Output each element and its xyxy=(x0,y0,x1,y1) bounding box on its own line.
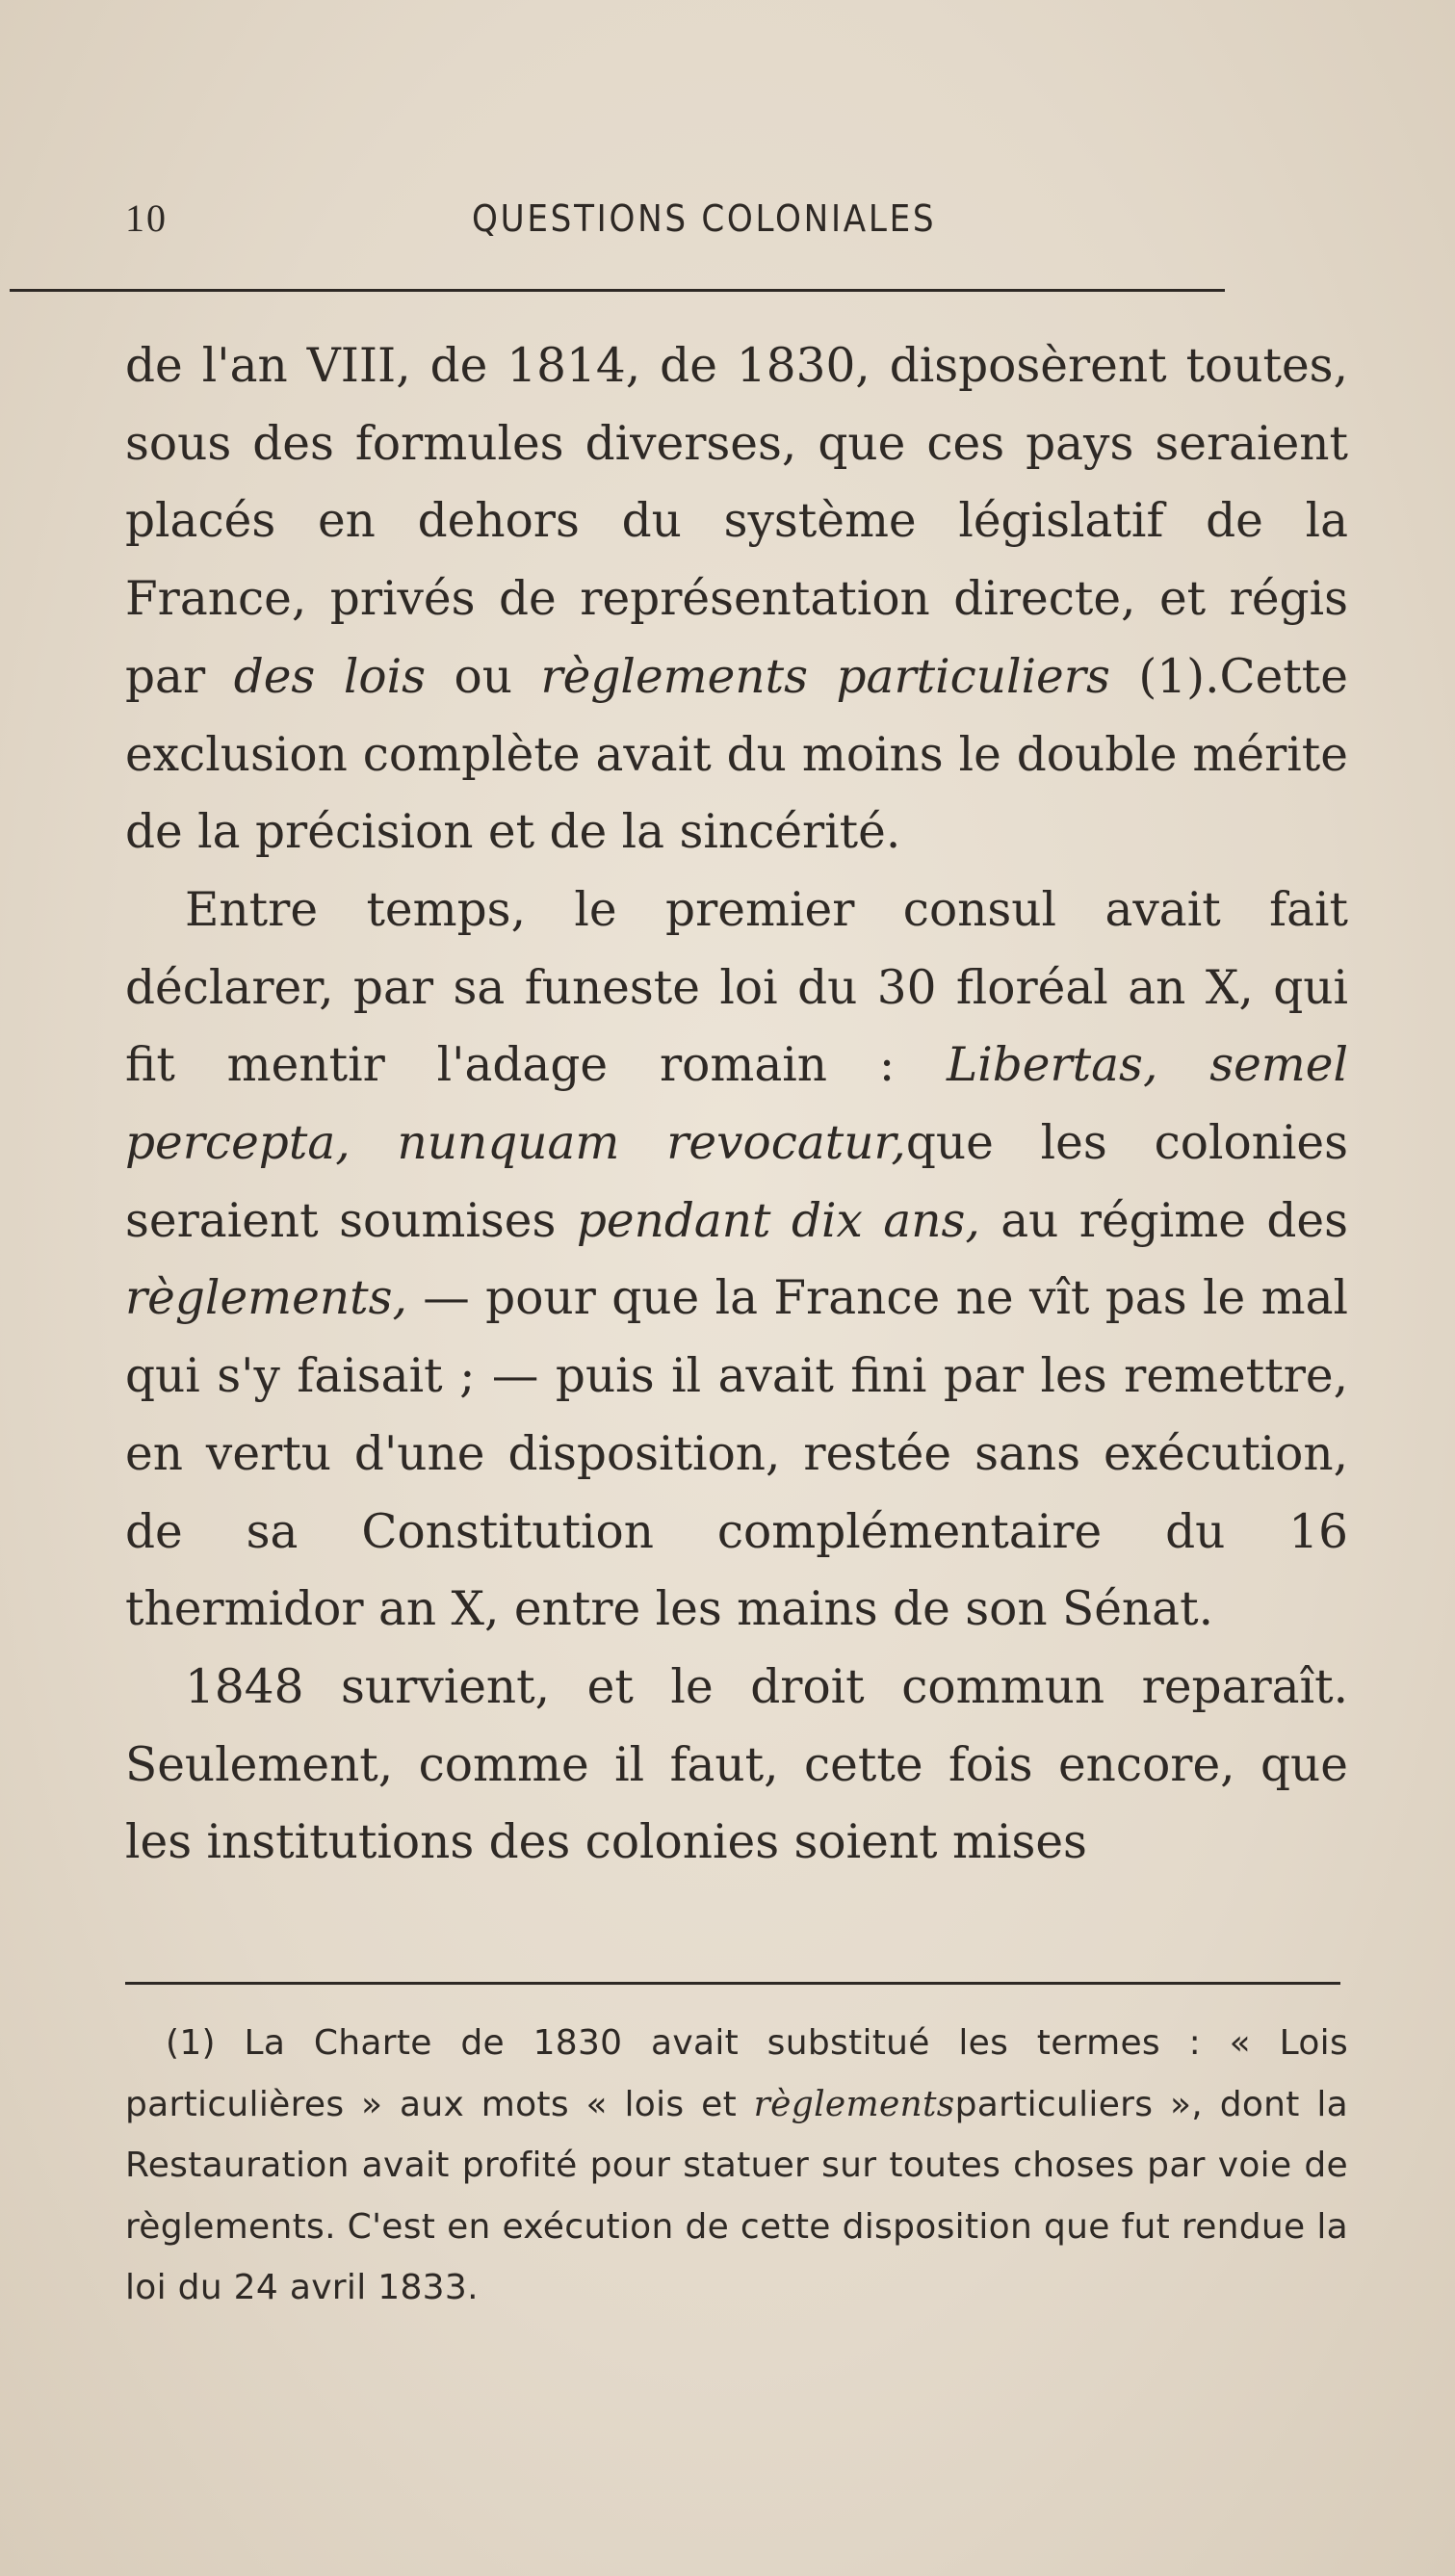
running-title: QUESTIONS COLONIALES xyxy=(472,197,937,240)
paragraph-2: Entre temps, le premier consul avait fait déclarer, par sa funeste loi du 30 floréal an X, qui fit mentir l'adage romain : Libertas, semel percepta, nunquam revocatur,que les colonies seraient soumises pendant dix ans, au régime des règlements, — pour que la France ne vît pas le mal qui s'y faisait ; — puis il avait fini par les remettre, en vertu d'une disposition, restée sans exécution, de sa Constitution complémentaire du 16 thermidor an X, entre les mains de son Sénat. xyxy=(125,882,1348,1637)
header-rule xyxy=(10,289,1225,292)
paragraph-1: de l'an VIII, de 1814, de 1830, disposèrent toutes, sous des formules diverses, que ces pays seraient placés en dehors du système législatif de la France, privés de représentation directe, et régis par des lois ou règlements particuliers (1).Cette exclusion complète avait du moins le double mérite de la précision et de la sincérité. xyxy=(125,339,1348,860)
book-page xyxy=(125,188,1348,255)
page-number: 10 xyxy=(125,196,168,240)
paragraph-3: 1848 survient, et le droit commun reparaît. Seulement, comme il faut, cette fois encore, que les institutions des colonies soient mises xyxy=(125,1659,1348,1870)
footnote: (1) La Charte de 1830 avait substitué les termes : « Lois particulières » aux mots « lois et règlementsparticuliers », dont la Restauration avait profité pour statuer sur toutes choses par voie de règlements. C'est en exécution de cette disposition que fut rendue la loi du 24 avril 1833. xyxy=(125,2023,1349,2307)
body-text xyxy=(125,327,1348,1882)
footnote-rule xyxy=(125,1982,1340,1985)
running-head xyxy=(125,188,1348,255)
